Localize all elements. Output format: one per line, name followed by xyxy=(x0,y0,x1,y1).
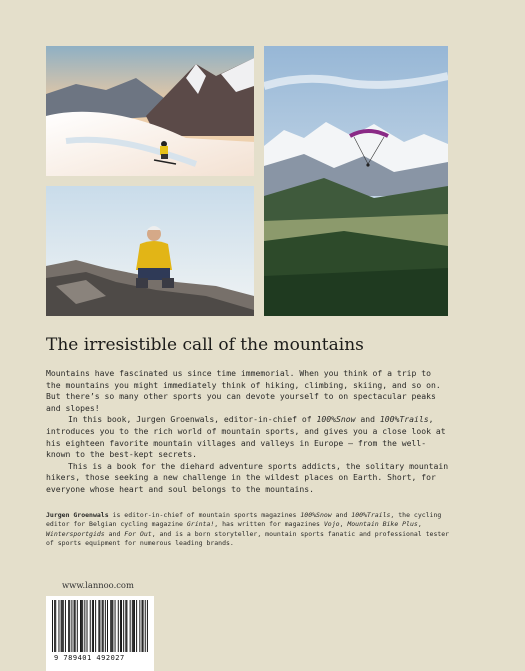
paragraph-2-text-c: , introduces you to the rich world of mountain sports, and gives you a close look at his eighteen favorite mountain villages and valleys in Europe – from the well-known to the best-kept secrets. xyxy=(46,414,446,460)
author-name: Jurgen Groenwals xyxy=(46,511,109,519)
bio-text: , xyxy=(417,520,422,529)
paragraph-3: This is a book for the diehard adventure sports addicts, the solitary mountain hikers, those seeking a new challenge in the wildest places on Earth. Short, for everyone whose heart and soul belongs to the mountains. xyxy=(46,460,449,494)
bio-magazine: Mountain Bike Plus xyxy=(347,520,418,529)
paragraph-1: Mountains have fascinated us since time immemorial. When you think of a trip to the mountains you might immediately think of hiking, climbing, skiing, and so on. But there’s so many other sports you can devote yourself to on spectacular peaks and slopes! xyxy=(46,368,441,413)
bio-text: , and is a born storyteller, mountain sports fanatic and professional tester of sports equipment for numerous leading brands. xyxy=(46,529,450,547)
bio-magazine: 100%Snow xyxy=(300,511,332,519)
photo-paraglider xyxy=(264,46,448,316)
photo-skier xyxy=(46,46,254,176)
paragraph-2 xyxy=(46,414,450,460)
bio-magazine: Wintersportgids xyxy=(46,529,105,538)
photo-hiker xyxy=(46,186,254,316)
bio-magazine: For Out xyxy=(124,529,152,538)
bio-text: and xyxy=(104,529,125,538)
bio-text: , has written for magazines xyxy=(214,520,324,529)
bio-text: and xyxy=(331,511,352,519)
isbn-number: 9 789401 492027 xyxy=(54,654,125,662)
magazine-title-1: 100%Snow xyxy=(316,414,356,425)
author-bio xyxy=(46,511,450,548)
paragraph-2-text-b: and xyxy=(355,414,380,425)
bio-text: , the cycling editor for Belgian cycling magazine xyxy=(46,511,442,529)
bio-text: is editor-in-chief of mountain sports magazines xyxy=(108,511,301,519)
bio-magazine: Grinta! xyxy=(186,520,215,529)
paragraph-2-text-a: In this book, Jurgen Groenwals, editor-in-chief of xyxy=(68,414,317,425)
bio-text: , xyxy=(339,520,348,529)
bio-magazine: Vojo xyxy=(323,520,340,529)
isbn-barcode xyxy=(46,596,154,671)
publisher-url[interactable]: www.lannoo.com xyxy=(62,580,134,590)
magazine-title-2: 100%Trails xyxy=(379,414,429,425)
description-text xyxy=(46,368,450,496)
page-title: The irresistible call of the mountains xyxy=(46,335,364,355)
bio-magazine: 100%Trails xyxy=(351,511,391,519)
barcode-bars xyxy=(52,600,148,652)
